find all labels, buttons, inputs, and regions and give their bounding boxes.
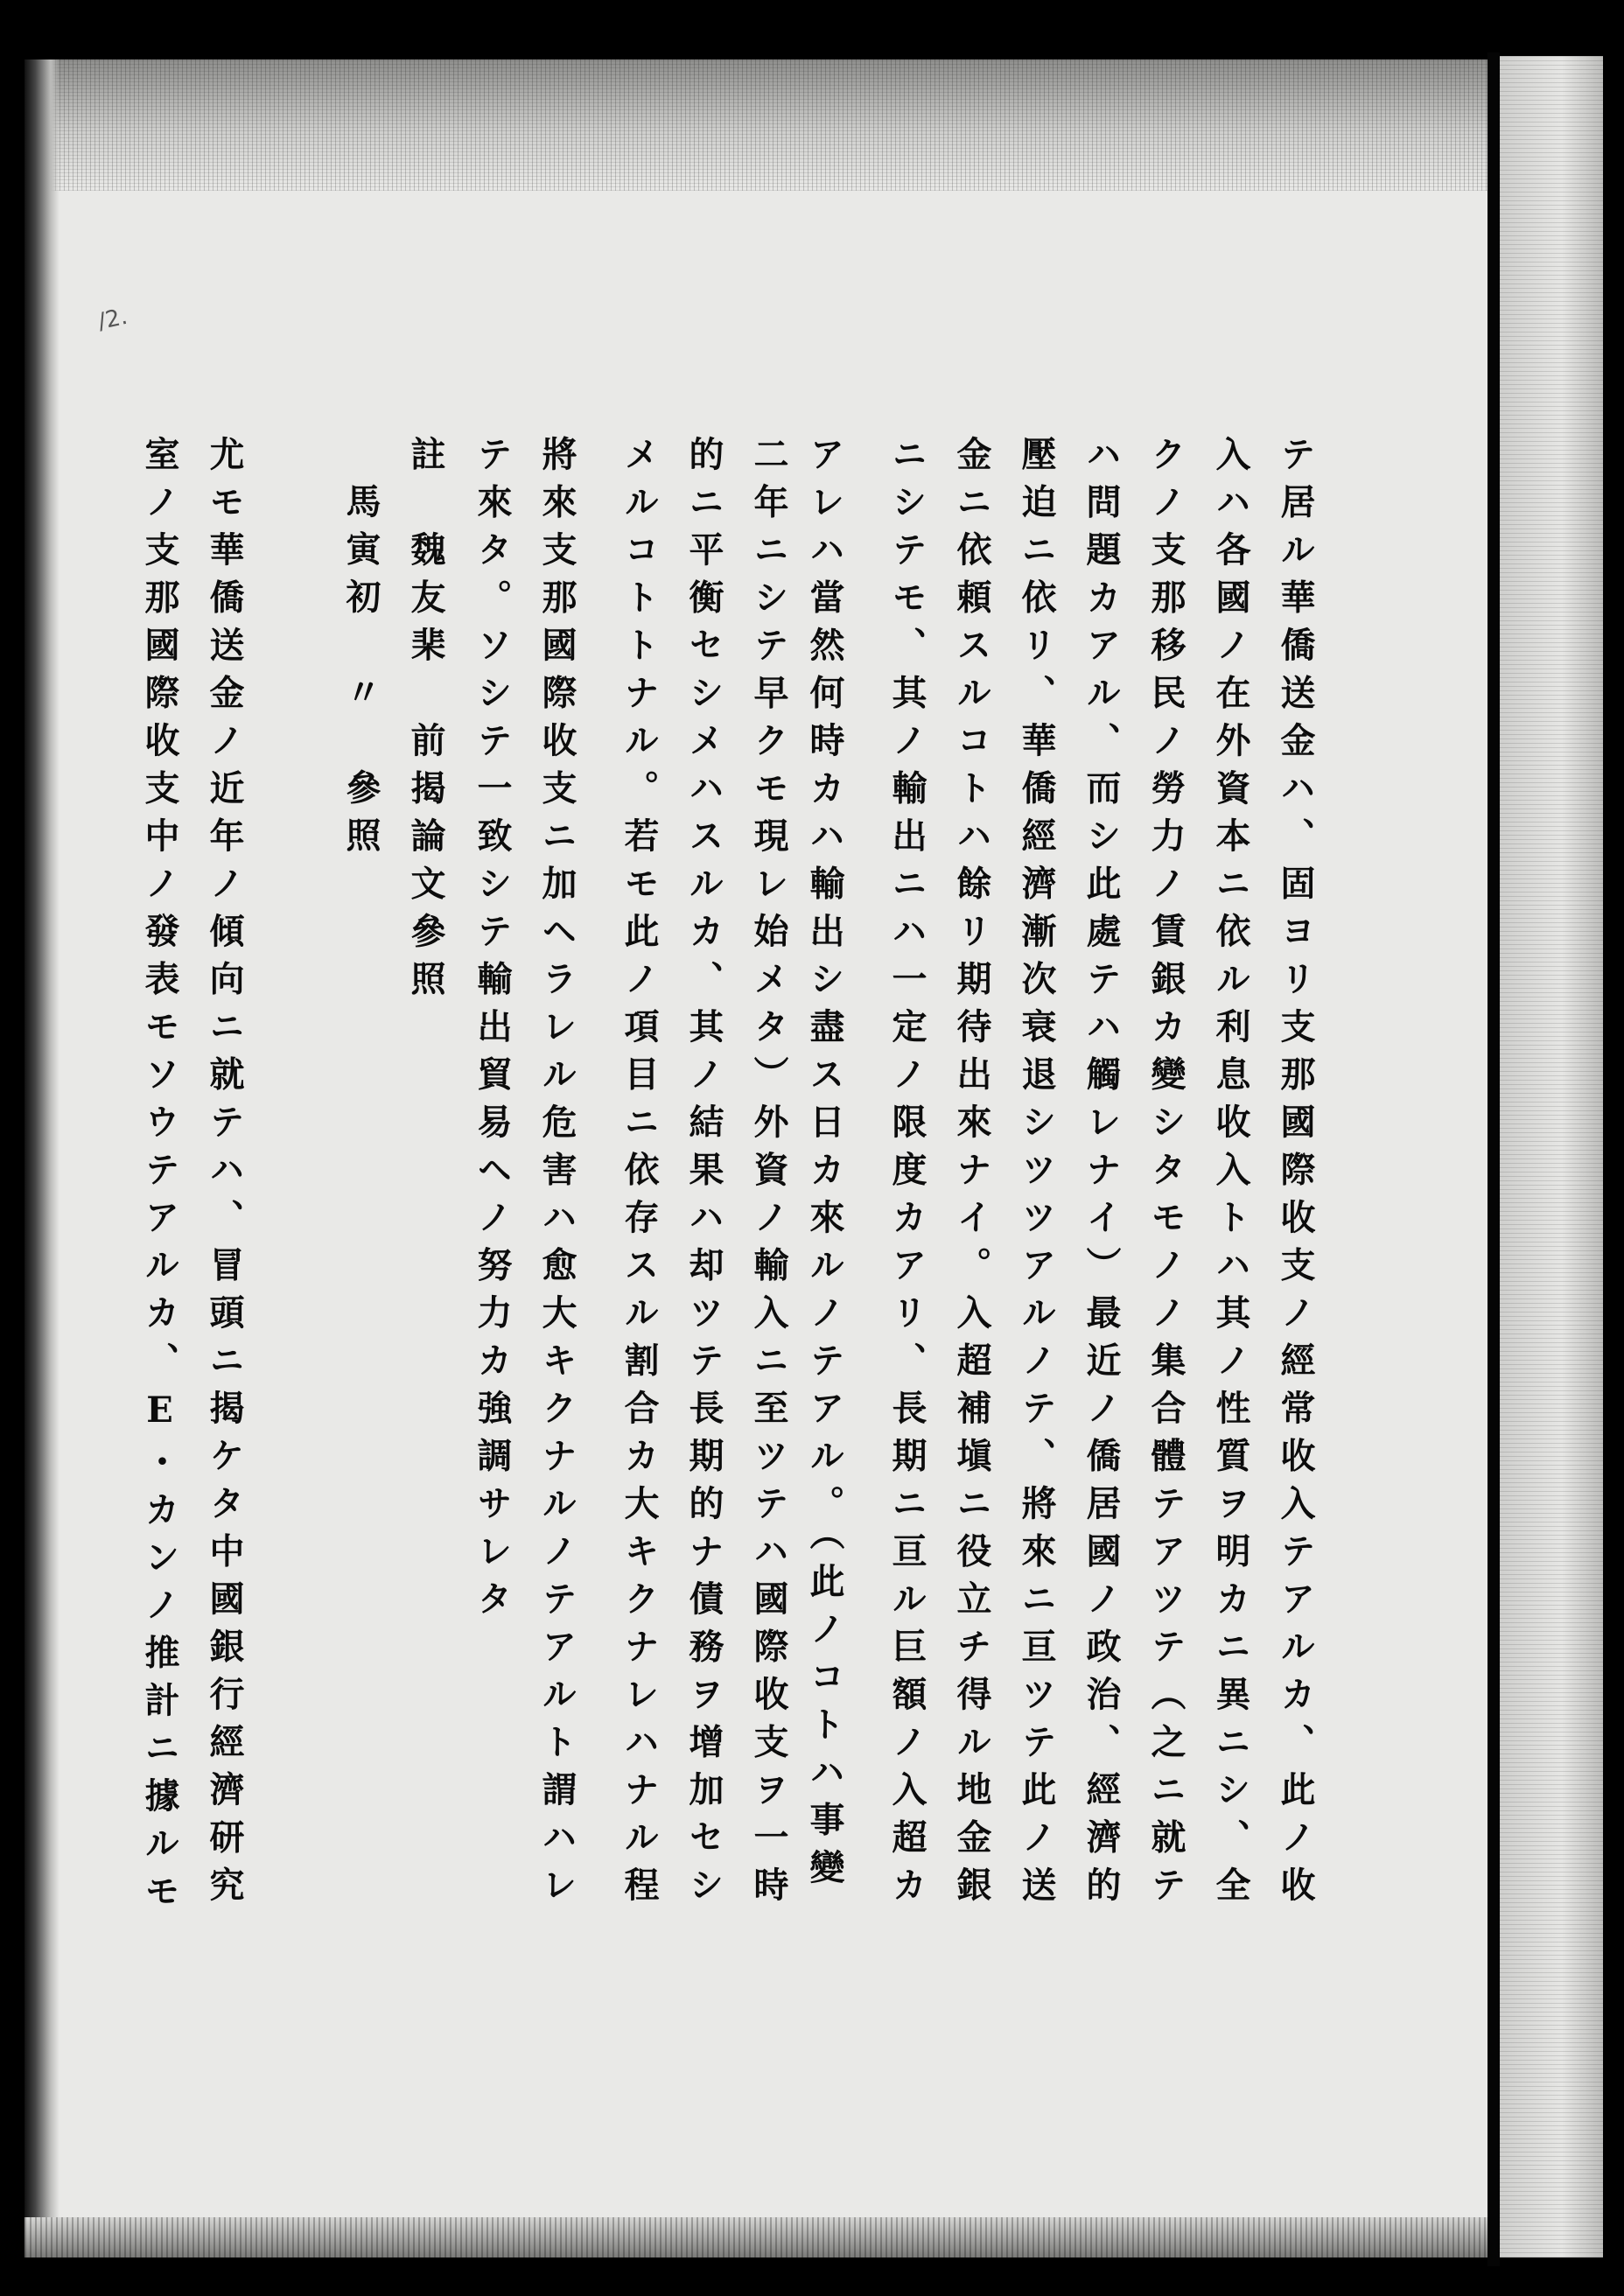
scan-edge-left xyxy=(24,60,60,2258)
text-column-7: ニシテモ、其ノ輸出ニハ一定ノ限度カアリ、長期ニ亘ル巨額ノ入超カ xyxy=(886,436,928,1914)
adjacent-page-edge xyxy=(1500,56,1603,2258)
text-column-6: 金ニ依頼スルコトハ餘リ期待出來ナイ。入超補塡ニ役立チ得ル地金銀 xyxy=(951,436,992,1914)
text-column-8: アレハ當然何時カハ輸出シ盡ス日カ來ルノテアル。（此ノコトハ事變 xyxy=(804,436,845,1897)
text-column-15: 室ノ支那國際收支中ノ發表モソウテアルカ、E・カンノ推計ニ據ルモ xyxy=(139,436,180,1921)
footnote-line-1: 註 魏友棐 前揭論文參照 xyxy=(405,436,446,1008)
text-column-12: 將來支那國際收支ニ加ヘラレル危害ハ愈大キクナルノテアルト謂ハレ xyxy=(536,436,578,1914)
scan-noise-top xyxy=(24,60,1488,191)
text-column-4: ハ問題カアル、而シ此處テハ觸レナイ）最近ノ僑居國ノ政治、經濟的 xyxy=(1081,436,1122,1914)
binding-edge xyxy=(1488,52,1500,2266)
text-column-1: テ居ル華僑送金ハ、固ヨリ支那國際收支ノ經常收入テアルカ、此ノ收 xyxy=(1275,436,1316,1914)
footnote-line-2: 馬寅初 〃 參照 xyxy=(340,483,382,864)
text-column-13: テ來タ。ソシテ一致シテ輸出貿易ヘノ努力カ強調サレタ xyxy=(472,436,513,1628)
page-mark: /2. xyxy=(95,303,130,336)
text-column-5: 壓迫ニ依リ、華僑經濟漸次衰退シツツアルノテ、將來ニ亘ツテ此ノ送 xyxy=(1016,436,1057,1914)
scan-noise-bottom xyxy=(24,2217,1488,2258)
text-column-2: 入ハ各國ノ在外資本ニ依ル利息收入トハ其ノ性質ヲ明カニ異ニシ、全 xyxy=(1210,436,1251,1914)
text-column-10: 的ニ平衡セシメハスルカ、其ノ結果ハ却ツテ長期的ナ債務ヲ增加セシ xyxy=(683,436,724,1914)
text-column-9: 二年ニシテ早クモ現レ始メタ）外資ノ輸入ニ至ツテハ國際收支ヲ一時 xyxy=(748,436,789,1914)
text-column-11: メルコトトナル。若モ此ノ項目ニ依存スル割合カ大キクナレハナル程 xyxy=(619,436,660,1914)
text-column-14: 尤モ華僑送金ノ近年ノ傾向ニ就テハ、冒頭ニ揭ケタ中國銀行經濟研究 xyxy=(204,436,245,1914)
text-column-3: クノ支那移民ノ勞力ノ賃銀カ變シタモノノ集合體テアツテ（之ニ就テ xyxy=(1145,436,1186,1914)
